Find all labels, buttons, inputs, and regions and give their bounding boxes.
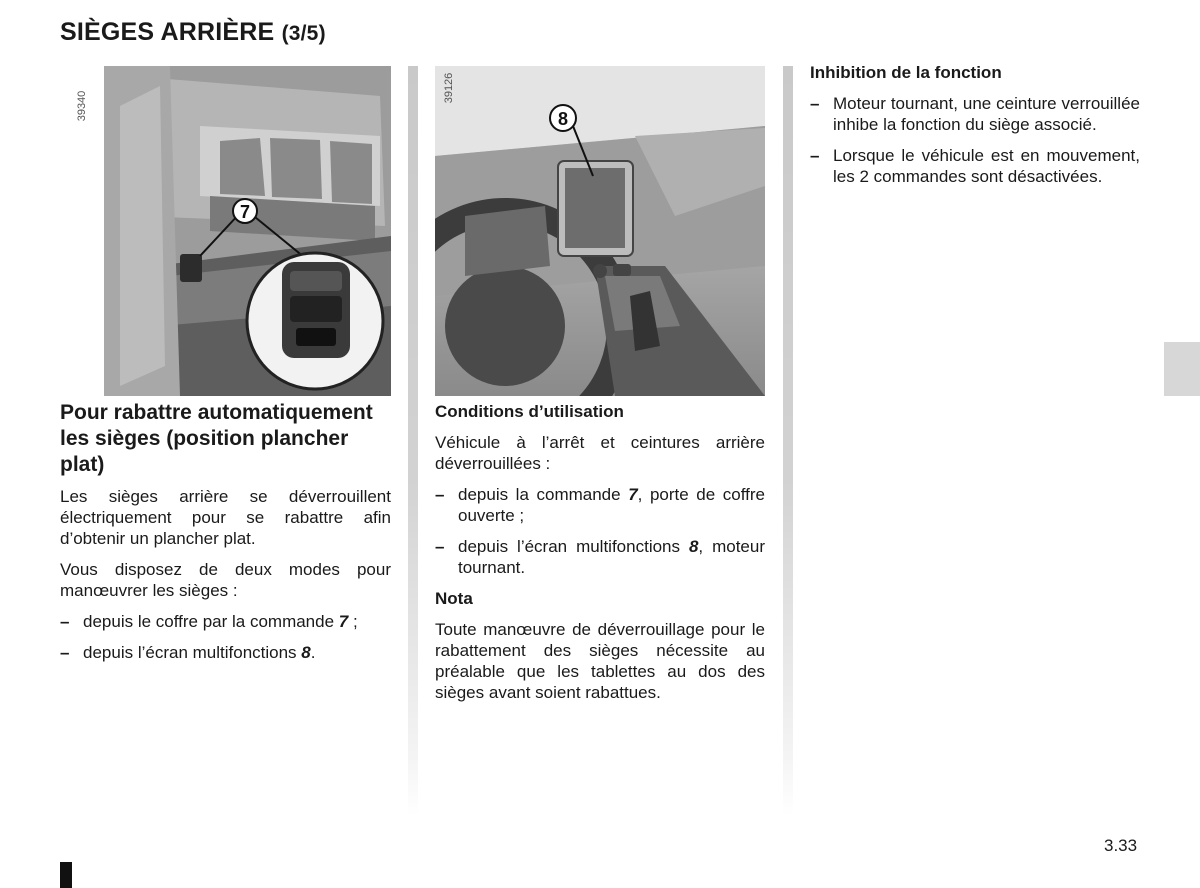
page-title <box>60 18 326 47</box>
conditions-heading: Conditions d’utilisation <box>435 402 624 421</box>
seat-control-icon <box>180 254 202 282</box>
figure-code-area <box>60 66 104 396</box>
paragraph: Les sièges arrière se déverrouillent électriquement pour se rabattre afin d’obtenir un plancher plat. <box>60 487 391 548</box>
list-item: – depuis le coffre par la commande 7 ; <box>60 611 391 632</box>
callout-8: 8 <box>557 109 569 129</box>
list-item: – Moteur tournant, une ceinture verrouillée inhibe la fonction du siège associé. <box>810 93 1140 135</box>
column-divider-left <box>408 66 418 816</box>
figure-dashboard-screen <box>435 66 765 396</box>
page-number: 3.33 <box>1104 836 1138 855</box>
figure-code: 39126 <box>443 72 455 104</box>
figure-code: 39340 <box>76 90 88 122</box>
callout-7: 7 <box>239 202 251 222</box>
list-item: – depuis la commande 7, porte de coffre ouverte ; <box>435 484 765 526</box>
list-item: – Lorsque le véhicule est en mouvement, les 2 commandes sont désactivées. <box>810 145 1140 187</box>
section-heading: Pour rabattre automatiquement les sièges (position plancher plat) <box>60 401 373 476</box>
mode-list <box>60 611 391 663</box>
corner-mark <box>60 862 72 888</box>
dashboard-illustration <box>435 66 765 396</box>
paragraph: Véhicule à l’arrêt et ceintures arrière déverrouillées : <box>435 433 765 473</box>
column-middle <box>435 401 765 713</box>
paragraph: Vous disposez de deux modes pour manœuvrer les sièges : <box>60 560 391 600</box>
title-main: SIÈGES ARRIÈRE <box>60 18 275 46</box>
chapter-tab <box>1164 342 1200 396</box>
list-item: – depuis l’écran multifonctions 8. <box>60 642 391 663</box>
title-part: (3/5) <box>281 22 326 45</box>
column-right <box>810 62 1140 197</box>
column-left <box>60 400 391 673</box>
inhibition-list <box>810 93 1140 187</box>
list-item: – depuis l’écran multifonctions 8, moteur tournant. <box>435 536 765 578</box>
multifunction-screen-icon <box>565 168 625 248</box>
nota-text: Toute manœuvre de déverrouillage pour le rabattement des sièges nécessite au préalable que les tablettes au dos des sièges avant soient rabattues. <box>435 620 765 702</box>
inhibition-heading: Inhibition de la fonction <box>810 63 1002 82</box>
conditions-list <box>435 484 765 578</box>
nota-heading: Nota <box>435 589 473 608</box>
figure-boot-control <box>60 66 391 396</box>
column-divider-right <box>783 66 793 816</box>
boot-illustration <box>60 66 391 396</box>
